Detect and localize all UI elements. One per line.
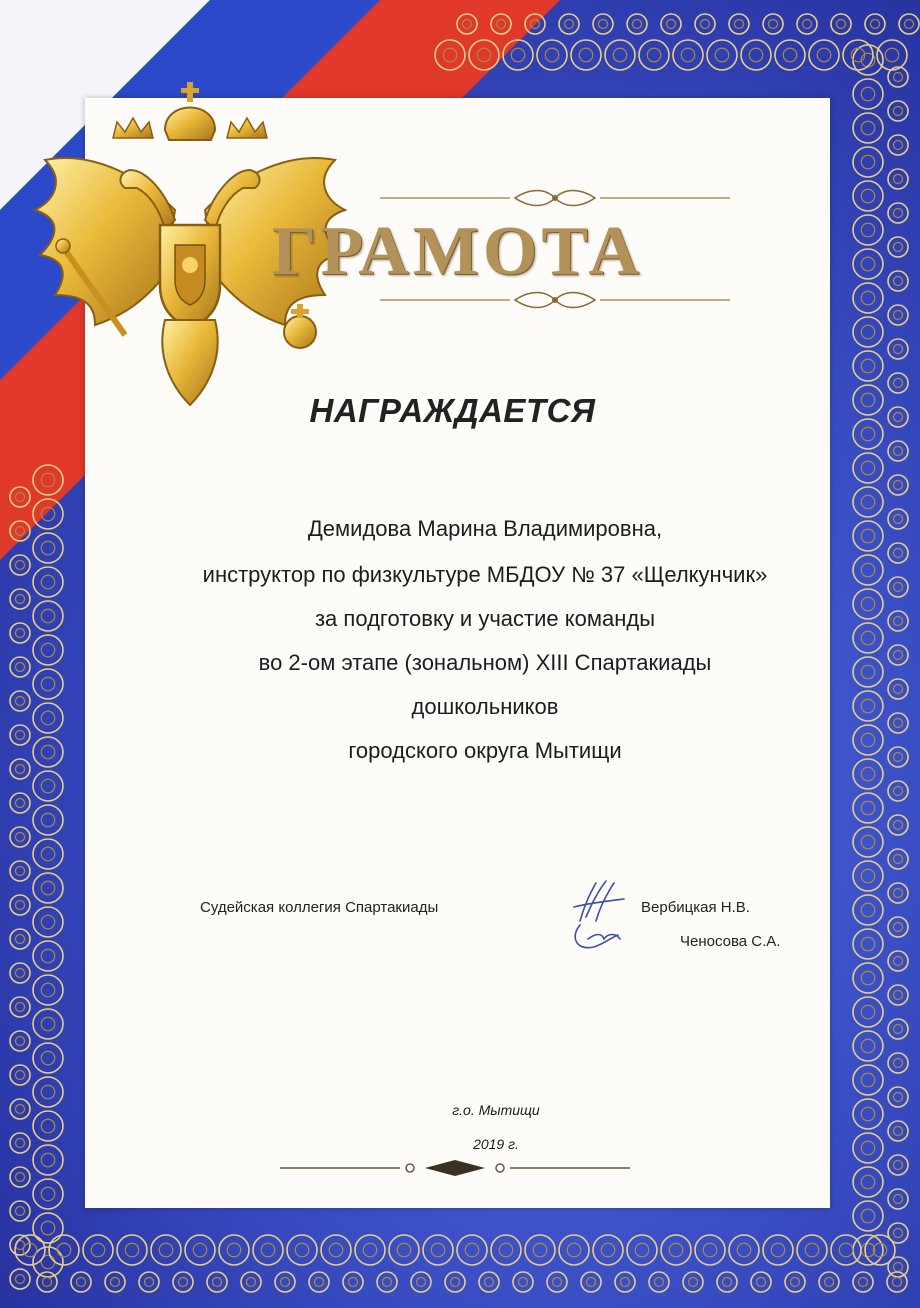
body-line: городского округа Мытищи (348, 738, 622, 763)
year-label: 2019 г. (473, 1136, 519, 1152)
ornament-divider-bottom (280, 1156, 630, 1180)
certificate-title: ГРАМОТА (271, 213, 644, 290)
signature-icon (566, 877, 636, 959)
body-line: инструктор по физкультуре МБДОУ № 37 «Щелкунчик» (202, 562, 768, 587)
body-line: дошкольников (411, 694, 559, 719)
ornament-divider-top (380, 186, 730, 210)
signer-name: Вербицкая Н.В. (641, 899, 750, 916)
body-line: во 2-ом этапе (зональном) XIII Спартакиады (258, 650, 712, 675)
place-label: г.о. Мытищи (452, 1102, 540, 1118)
body-line: за подготовку и участие команды (314, 606, 656, 631)
body-line: Демидова Марина Владимировна, (307, 516, 663, 541)
signer-name: Ченосова С.А. (680, 933, 781, 950)
certificate-subtitle: НАГРАЖДАЕТСЯ (309, 392, 596, 429)
jury-label: Судейская коллегия Спартакиады (200, 899, 439, 916)
